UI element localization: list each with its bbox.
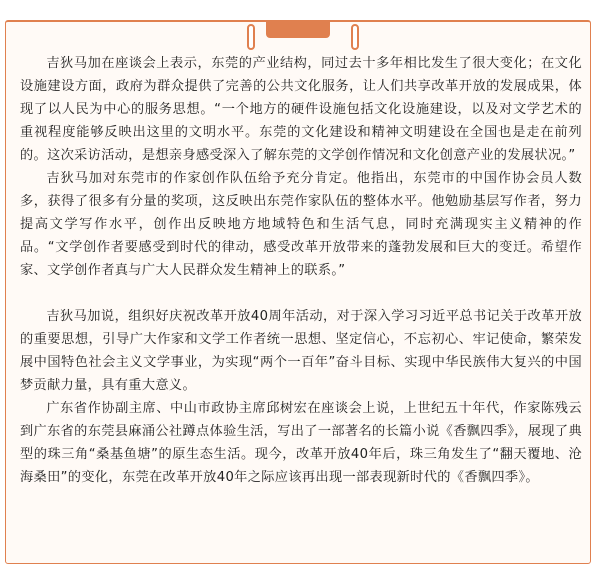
binder-clip-right xyxy=(351,24,359,50)
article-card xyxy=(5,20,591,564)
paragraph-3: 吉狄马加说，组织好庆祝改革开放40周年活动，对于深入学习习近平总书记关于改革开放的重要思想，引导广大作家和文学工作者统一思想、坚定信心，不忘初心、牢记使命，繁荣发展中国特色社会主义文学事业，为实现“两个一百年”奋斗目标、实现中华民族伟大复兴的中国梦贡献力量，具有重大意义。 xyxy=(20,309,582,393)
header-tab xyxy=(266,22,330,38)
binder-clip-left xyxy=(247,24,255,50)
paragraph-1: 吉狄马加在座谈会上表示，东莞的产业结构，同过去十多年相比发生了很大变化；在文化设施建设方面，政府为群众提供了完善的公共文化服务，让人们共享改革开放的发展成果，体现了以人民为中心的服务思想。“一个地方的硬件设施包括文化设施建设，以及对文学艺术的重视程度能够反映出这里的文明水平。东莞的文化建设和精神文明建设在全国也是走在前列的。这次采访活动，是想亲身感受深入了解东莞的文学创作情况和文化创意产业的发展状况。” xyxy=(20,56,582,163)
paragraph-2: 吉狄马加对东莞市的作家创作队伍给予充分肯定。他指出，东莞市的中国作协会员人数多，获得了很多有分量的奖项，这反映出东莞作家队伍的整体水平。他勉励基层写作者，努力提高文学写作水平，创作出反映地方地域特色和生活气息，同时充满现实主义精神的作品。“文学创作者要感受到时代的律动，感受改革开放带来的蓬勃发展和巨大的变迁。希望作家、文学创作者真与广大人民群众发生精神上的联系。” xyxy=(20,171,582,278)
article-body xyxy=(20,52,582,489)
paragraph-4: 广东省作协副主席、中山市政协主席邱树宏在座谈会上说，上世纪五十年代，作家陈残云到广东省的东莞县麻涌公社蹲点体验生活，写出了一部著名的长篇小说《香飘四季》，展现了典型的珠三角“桑基鱼塘”的原生态生活。现今，改革开放40年后，珠三角发生了“翻天覆地、沧海桑田”的变化，东莞在改革开放40年之际应该再出现一部表现新时代的《香飘四季》。 xyxy=(20,401,582,485)
